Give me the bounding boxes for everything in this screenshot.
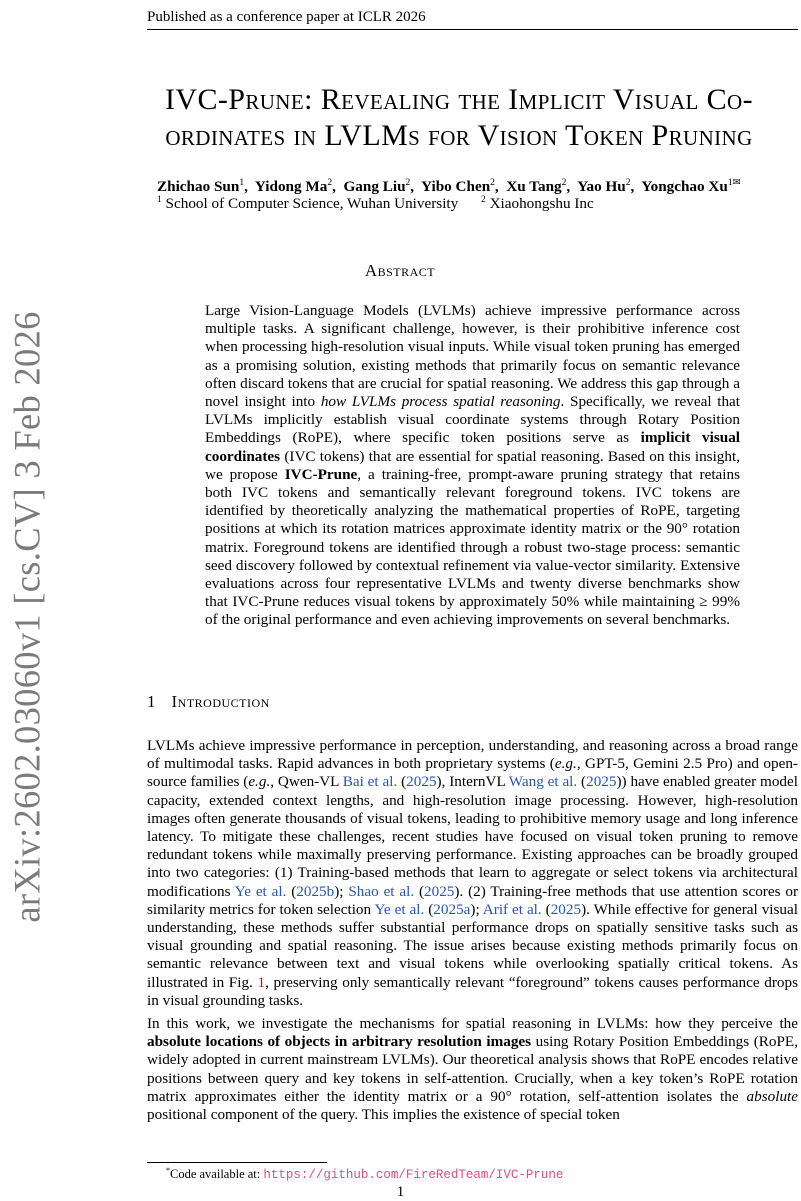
footnote [166, 1166, 563, 1182]
citation-year-link[interactable]: 2025b [296, 882, 335, 900]
citation-link[interactable]: Bai et al. [342, 773, 398, 791]
affiliation-name: School of Computer Science, Wuhan University [165, 195, 459, 213]
paragraph-text: ) have enabled greater model capacity, extended context lengths, and high-resolution image processing. However, high-resolution images often generate thousands of visual tokens, leading to prohibitive memory usage and long inference latency. To mitigate these challenges, recent studies have focused on visual token pruning to remove redundant tokens while maximally preserving performance. Existing approaches can be broadly grouped into two categories: (1) Training-based methods that learn to aggregate or select tokens via architectural modifications [147, 773, 798, 900]
citation-year-link[interactable]: 2025a [433, 900, 471, 918]
page-number: 1 [396, 1184, 405, 1200]
citation-year-link[interactable]: 2025 [550, 900, 582, 918]
citation-link[interactable]: Wang et al. [508, 773, 578, 791]
paragraph-text: , Qwen-VL [270, 773, 343, 791]
citation-year-link[interactable]: 2025 [586, 773, 617, 791]
citation-year-link[interactable]: 2025 [424, 882, 455, 900]
title-line-2: ordinates in LVLMs for Vision Token Pruning [165, 119, 753, 152]
abstract-bold: implicit visual coordinates [205, 429, 741, 465]
figure-reference-link[interactable]: 1 [257, 973, 266, 991]
footnote-text: Code available at: [170, 1167, 264, 1182]
abstract-heading: Abstract [364, 261, 436, 280]
author-name: Yibo Chen [421, 178, 491, 196]
abstract-body [205, 302, 740, 630]
citation-link[interactable]: Shao et al. [348, 882, 415, 900]
arxiv-identifier[interactable]: arXiv:2602.03060v1 [cs.CV] 3 Feb 2026 [6, 310, 48, 923]
footnote-divider [147, 1162, 327, 1163]
paragraph-text: In this work, we investigate the mechanisms for spatial reasoning in LVLMs: how they perceive the [147, 1015, 798, 1032]
author-name: Gang Liu [343, 178, 406, 196]
author-name: Yongchao Xu [641, 178, 728, 196]
paragraph-text: , GPT-5, Gemini 2.5 Pro) and open-source families ( [147, 755, 798, 791]
author-name: Yao Hu [577, 178, 626, 196]
paper-title [120, 82, 798, 154]
paragraph-text: ; [339, 882, 349, 900]
paragraph-bold: absolute locations of objects in arbitrary resolution images [147, 1033, 532, 1051]
abstract-text: , a training-free, prompt-aware pruning strategy that retains both IVC tokens and semantically relevant foreground tokens. IVC tokens are identified by theoretically analyzing the mathematical properties of RoPE, targeting positions at which its rotation matrices approximate identity matrix or the 90° rotation matrix. Foreground tokens are identified through a robust two-stage process: semantic seed discovery followed by contextual refinement via value-vector similarity. Extensive evaluations across four representative LVLMs and twenty diverse benchmarks show that IVC-Prune reduces visual tokens by approximately 50% while maintaining ≥ 99% of the original performance and even achieving improvements on several benchmarks. [205, 465, 740, 629]
affiliation-number: 1 [157, 195, 162, 205]
abstract-emphasis: how LVLMs process spatial reasoning [320, 393, 561, 411]
author-affiliation-mark: 2 [561, 178, 567, 188]
affiliation-number: 2 [481, 195, 486, 205]
author-affiliation-mark: 2 [327, 178, 333, 188]
footnote-mark: * [166, 1166, 170, 1175]
author-list: Zhichao Sun$^1$, Yidong Ma$^2$, Gang Liu$^2$, Yibo Chen$^2$, Xu Tang$^2$, Yao Hu$^2$, Yongchao $Xu^{1✉}$ [157, 178, 741, 196]
citation-link[interactable]: Ye et al. [234, 882, 287, 900]
author-name: Yidong Ma [254, 178, 328, 196]
paragraph-emphasis: e.g. [248, 773, 271, 791]
author-name: Xu Tang [506, 178, 562, 196]
section-number: 1 [147, 692, 156, 711]
author-affiliation-mark: 1 [239, 178, 245, 188]
author-name: Zhichao Sun [157, 178, 240, 196]
citation-year-link[interactable]: 2025 [406, 773, 437, 791]
paragraph-text: , preserving only semantically relevant “foreground” tokens causes performance drops in visual grounding tasks. [147, 973, 798, 1009]
running-header: Published as a conference paper at ICLR 2026 [147, 8, 798, 30]
citation-link[interactable]: Ye et al. [374, 900, 425, 918]
abstract-text: . Specifically, we reveal that LVLMs implicitly establish visual coordinate systems through Rotary Position Embeddings (RoPE), where specific token positions serve as [205, 393, 741, 447]
paragraph-text: . While effective for general visual understanding, these methods suffer substantial performance drops on spatially sensitive tasks such as visual grounding and spatial reasoning. The issue arises because existing methods primarily focus on semantic relevance between text and visual tokens while overlooking spatially critical tokens. As illustrated in Fig. [147, 900, 798, 991]
abstract-text: (IVC tokens) that are essential for spatial reasoning. Based on this insight, we propose [205, 447, 740, 483]
paragraph-emphasis: e.g. [554, 755, 577, 773]
author-affiliation-mark: 1✉ [727, 178, 741, 188]
paragraph-text: positional component of the query. This implies the existence of special token [147, 1106, 620, 1124]
intro-paragraph-1: LVLMs achieve impressive performance in perception, understanding, and reasoning across a broad range of multimodal tasks. Rapid advances in both proprietary systems (e.g., GPT-5, Gemini 2.5 Pro) and open-source families (e.g., Qwen-VL Bai et al. (2025), InternVL Wang et al. (2025)) have enabled greater model capacity, extended context lengths, and high-resolution image processing. However, high-resolution images often generate thousands of visual tokens, leading to prohibitive memory usage and long inference latency. To mitigate these challenges, recent studies have focused on visual token pruning to remove redundant tokens while maximally preserving performance. Existing approaches can be broadly grouped into two categories: (1) Training-based methods that learn to aggregate or select tokens via architectural modifications Ye et al. (2025b); Shao et al. (2025). (2) Training-free methods that use attention scores or similarity metrics for token selection Ye et al. (2025a); Arif et al. (2025). While effective for general visual understanding, these methods suffer substantial performance drops on spatially sensitive tasks such as visual grounding and spatial reasoning. The issue arises because existing methods primarily focus on semantic relevance between text and visual tokens while overlooking spatially critical tokens. As illustrated in Fig. 1, preserving only semantically relevant “foreground” tokens causes performance drops in visual grounding tasks. [147, 737, 798, 1009]
abstract-text: Large Vision-Language Models (LVLMs) achieve impressive performance across multiple tasks. A significant challenge, however, is their prohibitive inference cost when processing high-resolution visual inputs. While visual token pruning has emerged as a promising solution, existing methods that primarily focus on semantic relevance often discard tokens that are crucial for spatial reasoning. We address this gap through a novel insight into [205, 302, 740, 411]
section-title: Introduction [171, 692, 270, 711]
paragraph-text: LVLMs achieve impressive performance in perception, understanding, and reasoning across a broad range of multimodal tasks. Rapid advances in both proprietary systems ( [147, 737, 798, 773]
paragraph-text: . (2) Training-free methods that use attention scores or similarity metrics for token selection [147, 882, 798, 918]
paragraph-text: , InternVL [441, 773, 509, 791]
author-affiliation-mark: 2 [405, 178, 411, 188]
paragraph-text: using Rotary Position Embeddings (RoPE, widely adopted in current mainstream LVLMs). Our theoretical analysis shows that RoPE encodes relative positions between query and key tokens in self-attention. Crucially, when a key token’s RoPE rotation matrix approximates either the identity matrix or a 90° rotation, self-attention isolates the [147, 1033, 798, 1105]
author-affiliation-mark: 2 [490, 178, 495, 188]
affiliation-name: Xiaohongshu Inc [489, 195, 594, 213]
author-affiliation-mark: 2 [625, 178, 631, 188]
title-line-1: IVC-Prune: Revealing the Implicit Visual Co- [164, 83, 754, 116]
section-heading [147, 692, 270, 712]
intro-paragraph-2 [147, 1015, 798, 1124]
paragraph-text: ; [475, 900, 483, 918]
citation-link[interactable]: Arif et al. [482, 900, 542, 918]
arxiv-sidebar [4, 310, 50, 923]
affiliations [157, 195, 800, 213]
code-url-link[interactable]: https://github.com/FireRedTeam/IVC-Prune [263, 1168, 564, 1183]
abstract-bold: IVC-Prune [284, 465, 358, 483]
paragraph-emphasis: absolute [746, 1087, 798, 1105]
